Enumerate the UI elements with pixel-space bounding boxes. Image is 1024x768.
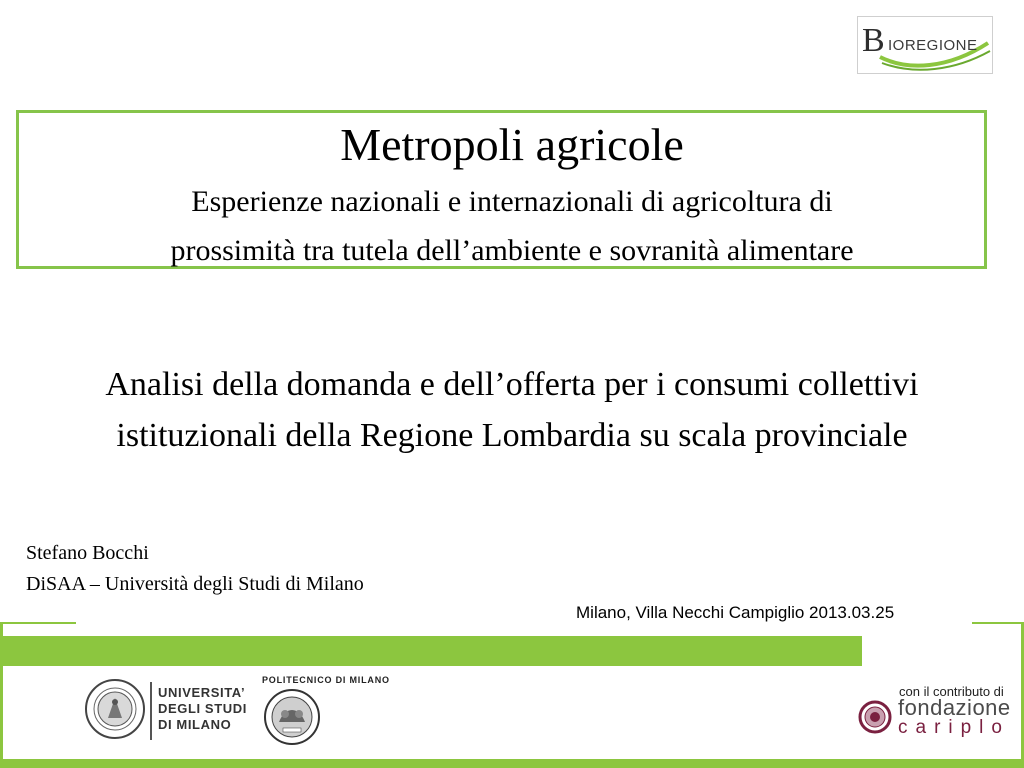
bioregione-logo-text: IOREGIONE xyxy=(888,37,978,54)
author-name: Stefano Bocchi xyxy=(26,542,149,564)
unimi-logo-line-1: UNIVERSITA’ xyxy=(158,685,246,700)
slide-title: Metropoli agricole xyxy=(340,119,684,170)
venue-date: Milano, Villa Necchi Campiglio 2013.03.25 xyxy=(576,603,895,622)
unimi-logo-text xyxy=(158,685,247,733)
unimi-logo-divider xyxy=(150,682,152,740)
footer-bottom-bar xyxy=(0,759,1024,768)
footer-top-rule-left xyxy=(0,622,76,624)
author-affiliation: DiSAA – Università degli Studi di Milano xyxy=(26,573,364,595)
cariplo-name-text: cariplo xyxy=(898,717,1010,738)
bioregione-logo xyxy=(857,16,993,74)
bioregione-logo-initial: B xyxy=(862,22,885,59)
cariplo-fondazione-text: fondazione xyxy=(898,695,1011,720)
unimi-seal-icon xyxy=(84,678,146,740)
footer-top-rule-right xyxy=(972,622,1024,624)
unimi-logo-line-2: DEGLI STUDI xyxy=(158,701,247,716)
slide-subtitle-line-1: Esperienze nazionali e internazionali di agricoltura di xyxy=(191,185,833,218)
slide-subtitle-line-2: prossimità tra tutela dell’ambiente e sovranità alimentare xyxy=(170,234,854,267)
cariplo-seal-icon xyxy=(858,700,892,734)
analysis-heading-line-2: istituzionali della Regione Lombardia su scala provinciale xyxy=(116,417,908,454)
unimi-logo-line-3: DI MILANO xyxy=(158,717,232,732)
polimi-seal-icon xyxy=(263,688,321,746)
analysis-heading-line-1: Analisi della domanda e dell’offerta per i consumi collettivi xyxy=(105,366,919,403)
polimi-logo-text: POLITECNICO DI MILANO xyxy=(262,675,390,685)
footer-green-bar xyxy=(0,636,862,666)
cariplo-caption: con il contributo di xyxy=(899,684,1004,699)
